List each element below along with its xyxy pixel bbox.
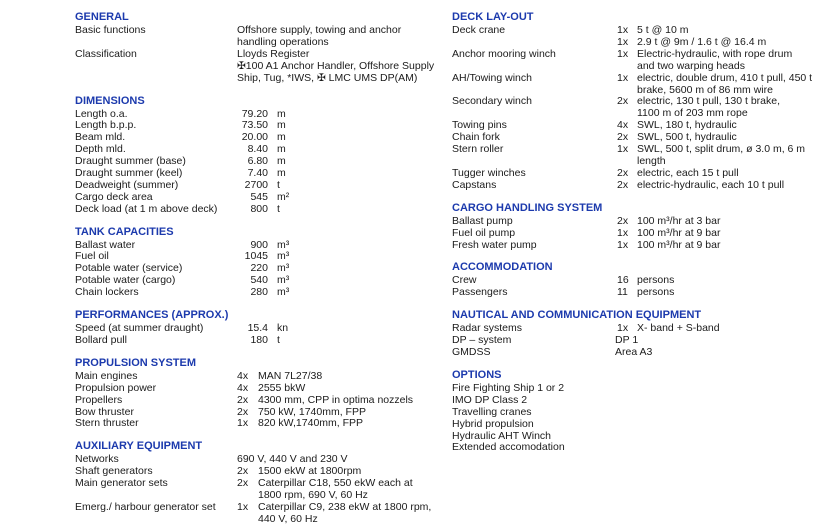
row-value-line: Caterpillar C9, 238 ekW at 1800 rpm, [258,500,432,513]
row-value [637,287,828,299]
spec-row [75,502,445,526]
row-value-line: brake, 5600 m of 86 mm wire [637,83,773,96]
row-value-line: X- band + S-band [637,322,720,335]
row-label: Hybrid propulsion [452,417,534,430]
row-unit: t [277,202,280,215]
row-value [258,478,445,502]
row-value-line: handling operations [237,35,329,48]
row-value: 800 [250,202,268,215]
row-value [237,25,445,49]
row-value [637,180,828,192]
row-label: DP – system [452,334,512,347]
spec-row [452,240,828,252]
row-quantity: 1x [617,226,629,239]
row-unit: m³ [277,238,290,251]
row-quantity: 1x [617,322,629,335]
row-value-line: length [637,154,666,167]
row-value-line: Lloyds Register [237,47,310,60]
row-value-line: 1500 ekW at 1800rpm [258,465,362,478]
row-value-line: 100 m³/hr at 9 bar [637,238,721,251]
row-quantity: 1x [617,35,629,48]
row-value [637,168,828,180]
spec-row [452,168,828,180]
section-heading: DIMENSIONS [75,94,145,107]
row-value [258,502,445,526]
section [452,309,828,359]
section-heading: PERFORMANCES (APPROX.) [75,309,229,321]
row-quantity: 1x [617,24,629,36]
row-label: AH/Towing winch [452,71,532,84]
row-value [615,347,828,359]
row-value-line: MAN 7L27/38 [258,369,323,382]
section-heading: PROPULSION SYSTEM [75,356,197,369]
section-heading: OPTIONS [452,368,502,381]
row-value [637,144,828,168]
row-value: 6.80 [247,155,268,168]
row-value: 545 [250,190,268,203]
row-label: Crew [452,274,477,287]
row-value-line: 2555 bkW [258,381,306,394]
section-heading: GENERAL [75,11,129,23]
row-value-line: 100 m³/hr at 9 bar [637,226,721,239]
row-value-line: electric-hydraulic, each 10 t pull [637,178,785,191]
row-value-line: Ship, Tug, *IWS, ✠ LMC UMS DP(AM) [237,71,418,84]
spec-row [452,395,828,407]
row-label: Travelling cranes [452,405,532,418]
row-label: Main generator sets [75,477,168,490]
row-label: IMO DP Class 2 [452,393,528,406]
row-label: Ballast water [75,238,136,251]
row-label: Main engines [75,369,138,382]
row-value [637,73,828,97]
section-heading: ACCOMMODATION [452,261,553,274]
spec-column-right [452,11,828,464]
row-label: Capstans [452,178,497,191]
spec-row [75,25,445,49]
row-label: Passengers [452,286,508,299]
row-label: Classification [75,47,137,60]
row-value: 220 [250,262,268,275]
spec-row [452,180,828,192]
row-label: Length o.a. [75,107,128,120]
row-value [637,228,828,240]
row-label: Radar systems [452,322,523,335]
row-quantity: 1x [617,238,629,251]
row-value: 8.40 [247,143,268,156]
row-quantity: 1x [237,417,249,430]
section [75,11,445,85]
row-value-line: 4300 mm, CPP in optima nozzels [258,393,414,406]
row-label: Networks [75,453,119,466]
row-label: Speed (at summer draught) [75,322,204,334]
row-value [258,418,445,430]
row-quantity: 11 [617,286,628,299]
row-value-line: Offshore supply, towing and anchor [237,24,402,36]
row-label: Length b.p.p. [75,119,137,132]
row-quantity: 2x [617,131,629,144]
row-label: Emerg./ harbour generator set [75,500,216,513]
spec-row [75,204,445,216]
row-value-line: and two warping heads [637,59,745,72]
row-quantity: 2x [237,465,249,478]
section-heading: TANK CAPACITIES [75,225,174,238]
row-label: Fresh water pump [452,238,537,251]
section [75,226,445,299]
row-label: Ballast pump [452,214,513,227]
row-quantity: 2x [617,95,629,108]
row-label: Chain lockers [75,286,139,299]
row-value [637,49,828,73]
spec-row [75,418,445,430]
row-value-line: 100 m³/hr at 3 bar [637,214,721,227]
row-value [258,371,445,383]
section [75,357,445,431]
row-quantity: 1x [237,500,249,513]
row-quantity: 2x [617,166,629,179]
row-unit: m³ [277,286,290,299]
row-quantity: 1x [617,71,629,84]
row-value-line: persons [637,274,675,287]
row-value-line: electric, each 15 t pull [637,166,739,179]
row-value: 73.50 [241,119,268,132]
row-label: Deadweight (summer) [75,178,179,191]
row-quantity: 16 [617,274,629,287]
row-value: 79.20 [241,107,268,120]
spec-row [452,347,828,359]
row-value [637,216,828,228]
section-heading: CARGO HANDLING SYSTEM [452,201,603,214]
row-label: Anchor mooring winch [452,47,556,60]
row-label: Deck load (at 1 m above deck) [75,202,218,215]
row-value [237,49,445,85]
row-label: Extended accomodation [452,441,565,454]
spec-row [75,287,445,299]
row-value: 540 [250,274,268,287]
row-label: Bollard pull [75,333,127,346]
row-value-line: 750 kW, 1740mm, FPP [258,405,366,418]
spec-row [452,228,828,240]
row-quantity: 2x [237,477,249,490]
row-value-line: electric, 130 t pull, 130 t brake, [637,95,780,108]
row-label: Basic functions [75,24,146,36]
row-value-line: SWL, 500 t, split drum, ø 3.0 m, 6 m [637,143,806,156]
row-unit: m [277,155,286,168]
row-label: Fuel oil pump [452,226,516,239]
spec-row [452,49,828,73]
row-label: Tugger winches [452,166,526,179]
row-quantity: 2x [617,214,629,227]
row-label: Depth mld. [75,143,126,156]
spec-row [75,192,445,204]
spec-column-left [75,11,445,531]
spec-row [452,73,828,97]
row-value-line: 5 t @ 10 m [637,24,689,36]
section [75,95,445,216]
row-quantity: 1x [617,143,629,156]
row-unit: m³ [277,274,290,287]
row-value-line: 2.9 t @ 9m / 1.6 t @ 16.4 m [637,35,767,48]
row-value: 2700 [244,178,268,191]
row-unit: m³ [277,262,290,275]
section [75,440,445,525]
row-value-line: 440 V, 60 Hz [258,512,318,525]
row-value [637,240,828,252]
row-label: Deck crane [452,24,506,36]
spec-row [452,442,828,454]
row-label: Draught summer (base) [75,155,186,168]
spec-row [452,287,828,299]
row-value-line: 690 V, 440 V and 230 V [237,453,348,466]
section-heading: DECK LAY-OUT [452,11,534,23]
section [75,309,445,347]
row-unit: t [277,333,280,346]
row-unit: kn [277,322,289,334]
spec-row [75,395,445,407]
row-quantity: 4x [237,369,249,382]
row-value [637,323,828,335]
spec-row [75,478,445,502]
section [452,261,828,299]
row-unit: m [277,166,286,179]
row-value-line: SWL, 180 t, hydraulic [637,119,737,132]
row-label: Hydraulic AHT Winch [452,429,552,442]
row-label: Shaft generators [75,465,153,478]
row-unit: t [277,178,280,191]
row-unit: m [277,131,286,144]
row-value-line: SWL, 500 t, hydraulic [637,131,737,144]
row-label: Bow thruster [75,405,134,418]
spec-row [75,335,445,347]
row-label: Potable water (service) [75,262,183,275]
spec-row [452,419,828,431]
row-quantity: 1x [617,47,629,60]
row-label: Secondary winch [452,95,532,108]
spec-row [75,383,445,395]
section-heading: NAUTICAL AND COMMUNICATION EQUIPMENT [452,309,702,322]
row-value: 20.00 [241,131,268,144]
row-value-line: DP 1 [615,334,639,347]
row-label: Chain fork [452,131,500,144]
row-value: 7.40 [247,166,268,179]
row-label: Fire Fighting Ship 1 or 2 [452,381,565,394]
row-value [637,96,828,120]
row-label: Draught summer (keel) [75,166,183,179]
row-value-line: ✠100 A1 Anchor Handler, Offshore Supply [237,59,435,72]
row-label: Fuel oil [75,250,109,263]
row-unit: m² [277,190,290,203]
row-value-line: Area A3 [615,346,653,359]
row-value-line: 820 kW,1740mm, FPP [258,417,364,430]
row-label: Potable water (cargo) [75,274,176,287]
spec-row [452,216,828,228]
row-value: 180 [250,333,268,346]
row-label: GMDSS [452,346,491,359]
row-value-line: electric, double drum, 410 t pull, 450 t [637,71,813,84]
spec-row [452,407,828,419]
row-unit: m³ [277,250,290,263]
row-quantity: 2x [237,393,249,406]
row-value: 15.4 [247,322,268,334]
section [452,11,828,192]
row-value [258,395,445,407]
row-label: Cargo deck area [75,190,153,203]
row-quantity: 2x [237,405,249,418]
spec-row [452,96,828,120]
row-label: Stern roller [452,143,504,156]
row-label: Beam mld. [75,131,126,144]
spec-row [75,49,445,85]
row-value [258,383,445,395]
row-value: 1045 [244,250,268,263]
row-quantity: 2x [617,178,629,191]
row-label: Propulsion power [75,381,157,394]
spec-row [75,371,445,383]
row-value-line: persons [637,286,675,299]
row-quantity: 4x [617,119,629,132]
row-value-line: Electric-hydraulic, with rope drum [637,47,793,60]
row-unit: m [277,107,286,120]
section-heading: AUXILIARY EQUIPMENT [75,440,203,453]
row-unit: m [277,143,286,156]
row-value-line: Caterpillar C18, 550 ekW each at [258,477,413,490]
section [452,369,828,454]
row-quantity: 4x [237,381,249,394]
row-value-line: 1100 m of 203 mm rope [637,107,748,120]
section [452,202,828,252]
row-value: 280 [250,286,268,299]
row-label: Propellers [75,393,123,406]
row-value: 900 [250,238,268,251]
row-value-line: 1800 rpm, 690 V, 60 Hz [258,489,368,502]
spec-row [452,144,828,168]
spec-row [75,180,445,192]
row-label: Towing pins [452,119,507,132]
row-label: Stern thruster [75,417,139,430]
row-unit: m [277,119,286,132]
